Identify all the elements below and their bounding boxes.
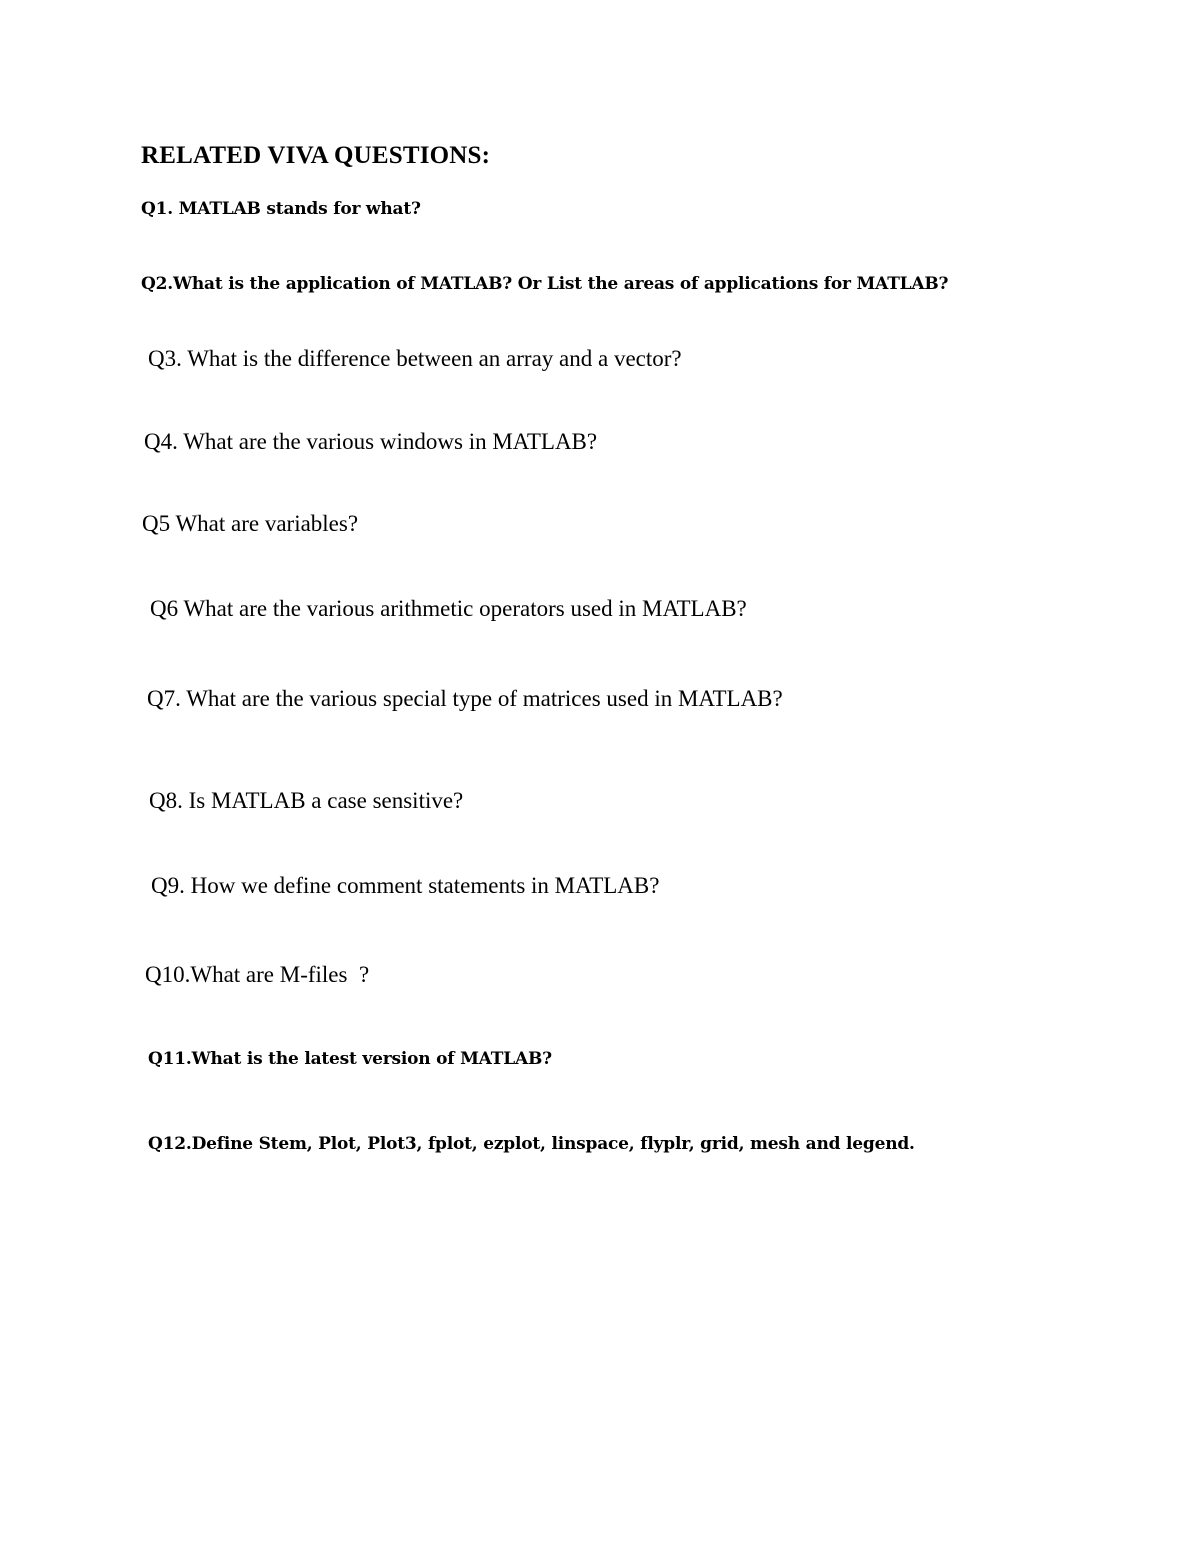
page-heading: RELATED VIVA QUESTIONS: xyxy=(141,142,491,169)
question-10: Q10.What are M-files ? xyxy=(145,962,370,987)
question-5: Q5 What are variables? xyxy=(142,511,359,536)
question-7: Q7. What are the various special type of matrices used in MATLAB? xyxy=(147,686,783,711)
question-6: Q6 What are the various arithmetic operators used in MATLAB? xyxy=(150,596,747,621)
question-2: Q2.What is the application of MATLAB? Or List the areas of applications for MATLAB? xyxy=(141,274,949,294)
question-1: Q1. MATLAB stands for what? xyxy=(141,199,421,219)
question-4: Q4. What are the various windows in MATLAB? xyxy=(144,429,598,454)
question-8: Q8. Is MATLAB a case sensitive? xyxy=(149,788,464,813)
question-12: Q12.Define Stem, Plot, Plot3, fplot, ezplot, linspace, flyplr, grid, mesh and legend. xyxy=(148,1134,915,1154)
question-11: Q11.What is the latest version of MATLAB? xyxy=(148,1049,552,1069)
question-9: Q9. How we define comment statements in MATLAB? xyxy=(151,873,660,898)
question-3: Q3. What is the difference between an array and a vector? xyxy=(148,346,682,371)
